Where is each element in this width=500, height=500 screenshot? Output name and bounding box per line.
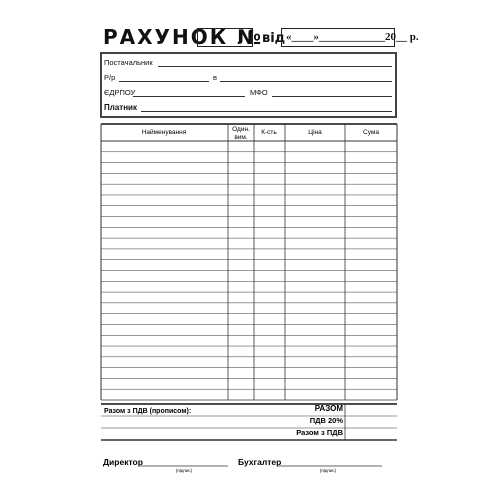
col-price-header: Ціна [308,129,322,136]
vat-label: ПДВ 20% [309,416,343,425]
invoice-date-text: «____»____________20__ р. [286,31,419,43]
col-unit-header-line1: Один. [232,126,250,133]
total-in-words-label: Разом з ПДВ (прописом): [104,408,192,415]
invoice-title: РАХУНОК № [103,25,264,49]
col-sum-header: Сума [363,129,379,136]
total-label: РАЗОМ [314,404,343,413]
col-unit-header-line2: вим. [234,134,248,141]
edrpou-label: ЄДРПОУ [104,88,136,97]
col-qty-header: К-сть [261,129,277,136]
account-label: Р/р [104,73,116,82]
payer-label: Платник [104,103,137,112]
date-from-label: від [262,31,286,46]
mfo-label: МФО [250,88,268,97]
supplier-label: Постачальник [104,58,153,67]
col-name-header: Найменування [141,129,187,136]
total-with-vat-label: Разом з ПДВ [296,428,343,437]
bank-in-label: в [213,73,217,82]
accountant-label: Бухгалтер [238,457,282,467]
director-sign-note: (підпис) [175,468,193,473]
director-label: Директор [103,457,143,467]
accountant-sign-note: (підпис) [319,468,337,473]
